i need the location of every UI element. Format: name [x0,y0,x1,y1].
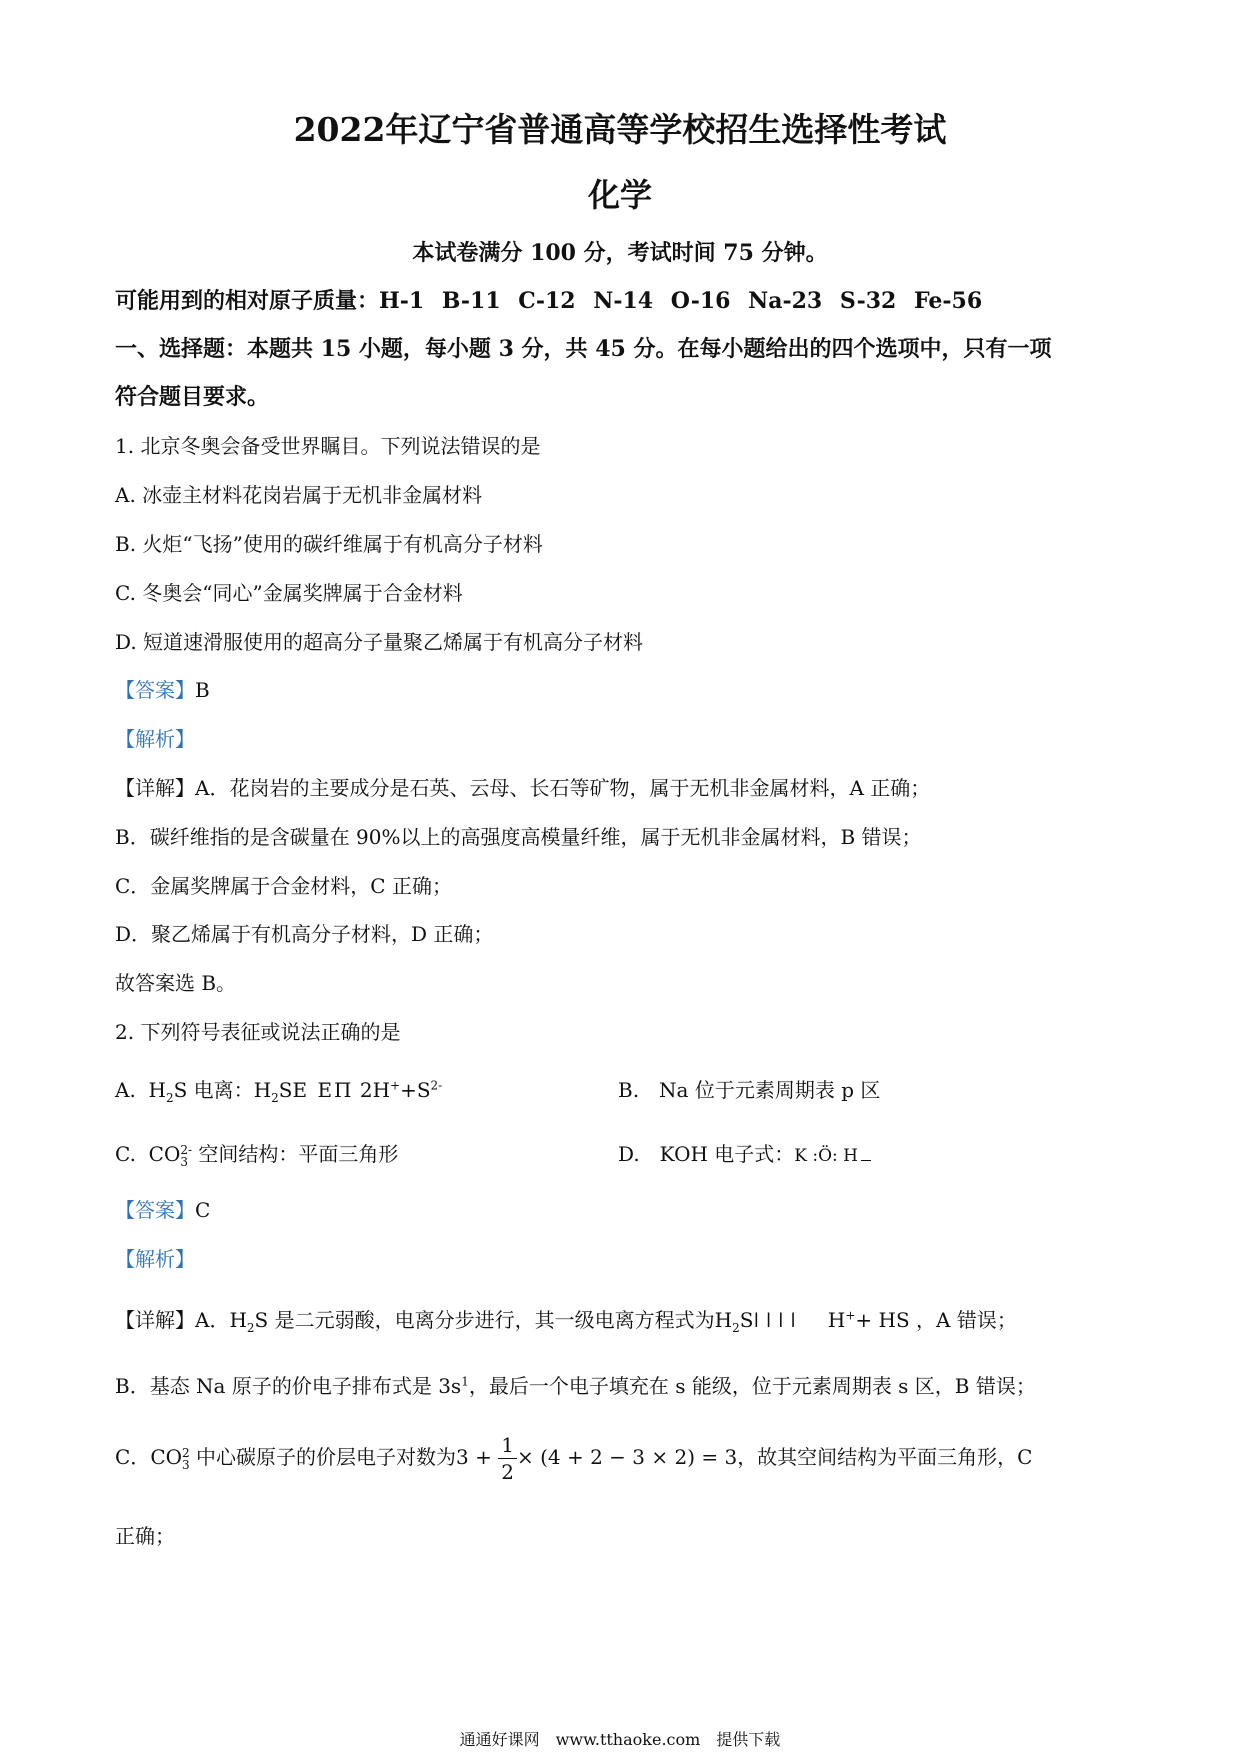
equilibrium-arrow-glyph: ǀ ǀ ǀ ǀ [753,1308,797,1332]
q2-analysis-label: 【解析】 [115,1247,195,1271]
q2-answer [115,1194,210,1223]
q1-answer [115,674,210,703]
answer-label: 【答案】 [115,1198,195,1222]
q1-option-d: D. 短道速滑服使用的超高分子量聚乙烯属于有机高分子材料 [115,630,644,654]
q1-stem: 1. 北京冬奥会备受世界瞩目。下列说法错误的是 [115,434,541,458]
q2-option-c: C. CO 2- 3 空间结构：平面三角形 [115,1142,399,1169]
electron-formula: K :Ö: H [794,1146,859,1166]
answer-value: B [195,678,210,702]
section-heading-line1: 一、选择题：本题共 15 小题，每小题 3 分，共 45 分。在每小题给出的四个选项中，只有一项 [115,336,1052,362]
q1-detail-a: 【详解】A．花岗岩的主要成分是石英、云母、长石等矿物，属于无机非金属材料，A 正确； [115,776,931,800]
equilibrium-arrow-glyph: Ε ΕΠ [292,1078,354,1102]
q2-stem: 2. 下列符号表征或说法正确的是 [115,1020,401,1044]
page-title: 2022年辽宁省普通高等学校招生选择性考试 [293,110,947,149]
detail-label: 【详解】 [115,1308,195,1332]
q1-conclusion: 故答案选 B。 [115,971,237,995]
q2-detail-a: 【详解】A．$H_2S$ 是二元弱酸，电离分步进行，其一级电离方程式为$H_2Sǀ$ ǀ ǀ ǀ H++ HS ，A 错误； [115,1308,1017,1335]
q1-detail-c: C．金属奖牌属于合金材料，C 正确； [115,874,452,898]
atomic-mass-values: H-1 B-11 C-12 N-14 O-16 Na-23 S-32 Fe-56 [379,288,983,314]
q2-detail-b: B．基态 Na 原子的价电子排布式是 $3s^1$，最后一个电子填充在 s 能级，位于元素周期表 s 区，B 错误； [115,1374,1036,1398]
q1-option-c: C. 冬奥会“同心”金属奖牌属于合金材料 [115,581,463,605]
page-footer: 通通好课网 www.tthaoke.com 提供下载 [459,1730,781,1749]
q1-analysis-label: 【解析】 [115,727,195,751]
q2-option-a: A. $H_2S$ 电离：$H_2SE$ ΕΠ $2H^++S^{2-}$ [115,1078,443,1105]
atomic-mass-line [115,284,982,315]
q2-detail-c-continued: 正确； [115,1524,175,1548]
q2-option-d: D. KOH 电子式：K :Ö: H [618,1138,871,1167]
atomic-mass-label: 可能用到的相对原子质量： [115,288,380,314]
fraction: $\frac{1}{2}$ [498,1432,517,1485]
q2-detail-c: C．CO 2 3 中心碳原子的价层电子对数为3 + $\frac{1}{2}\times (4 + 2 - 3 \times 2) = 3$，故其空间结构为平面三角形，C [115,1433,1033,1484]
section-heading-line2: 符合题目要求。 [115,384,270,410]
detail-label: 【详解】 [115,776,195,800]
q2-option-b: B. Na 位于元素周期表 p 区 [618,1078,881,1102]
q1-detail-d: D．聚乙烯属于有机高分子材料，D 正确； [115,922,494,946]
q1-detail-b: B．碳纤维指的是含碳量在 90%以上的高强度高模量纤维，属于无机非金属材料，B 错误； [115,825,922,849]
answer-label: 【答案】 [115,678,195,702]
q1-option-a: A. 冰壶主材料花岗岩属于无机非金属材料 [115,483,483,507]
exam-info: 本试卷满分 100 分，考试时间 75 分钟。 [412,240,828,266]
q1-option-b: B. 火炬“飞扬”使用的碳纤维属于有机高分子材料 [115,532,543,556]
answer-value: C [195,1198,211,1222]
subject-title: 化学 [587,176,652,214]
